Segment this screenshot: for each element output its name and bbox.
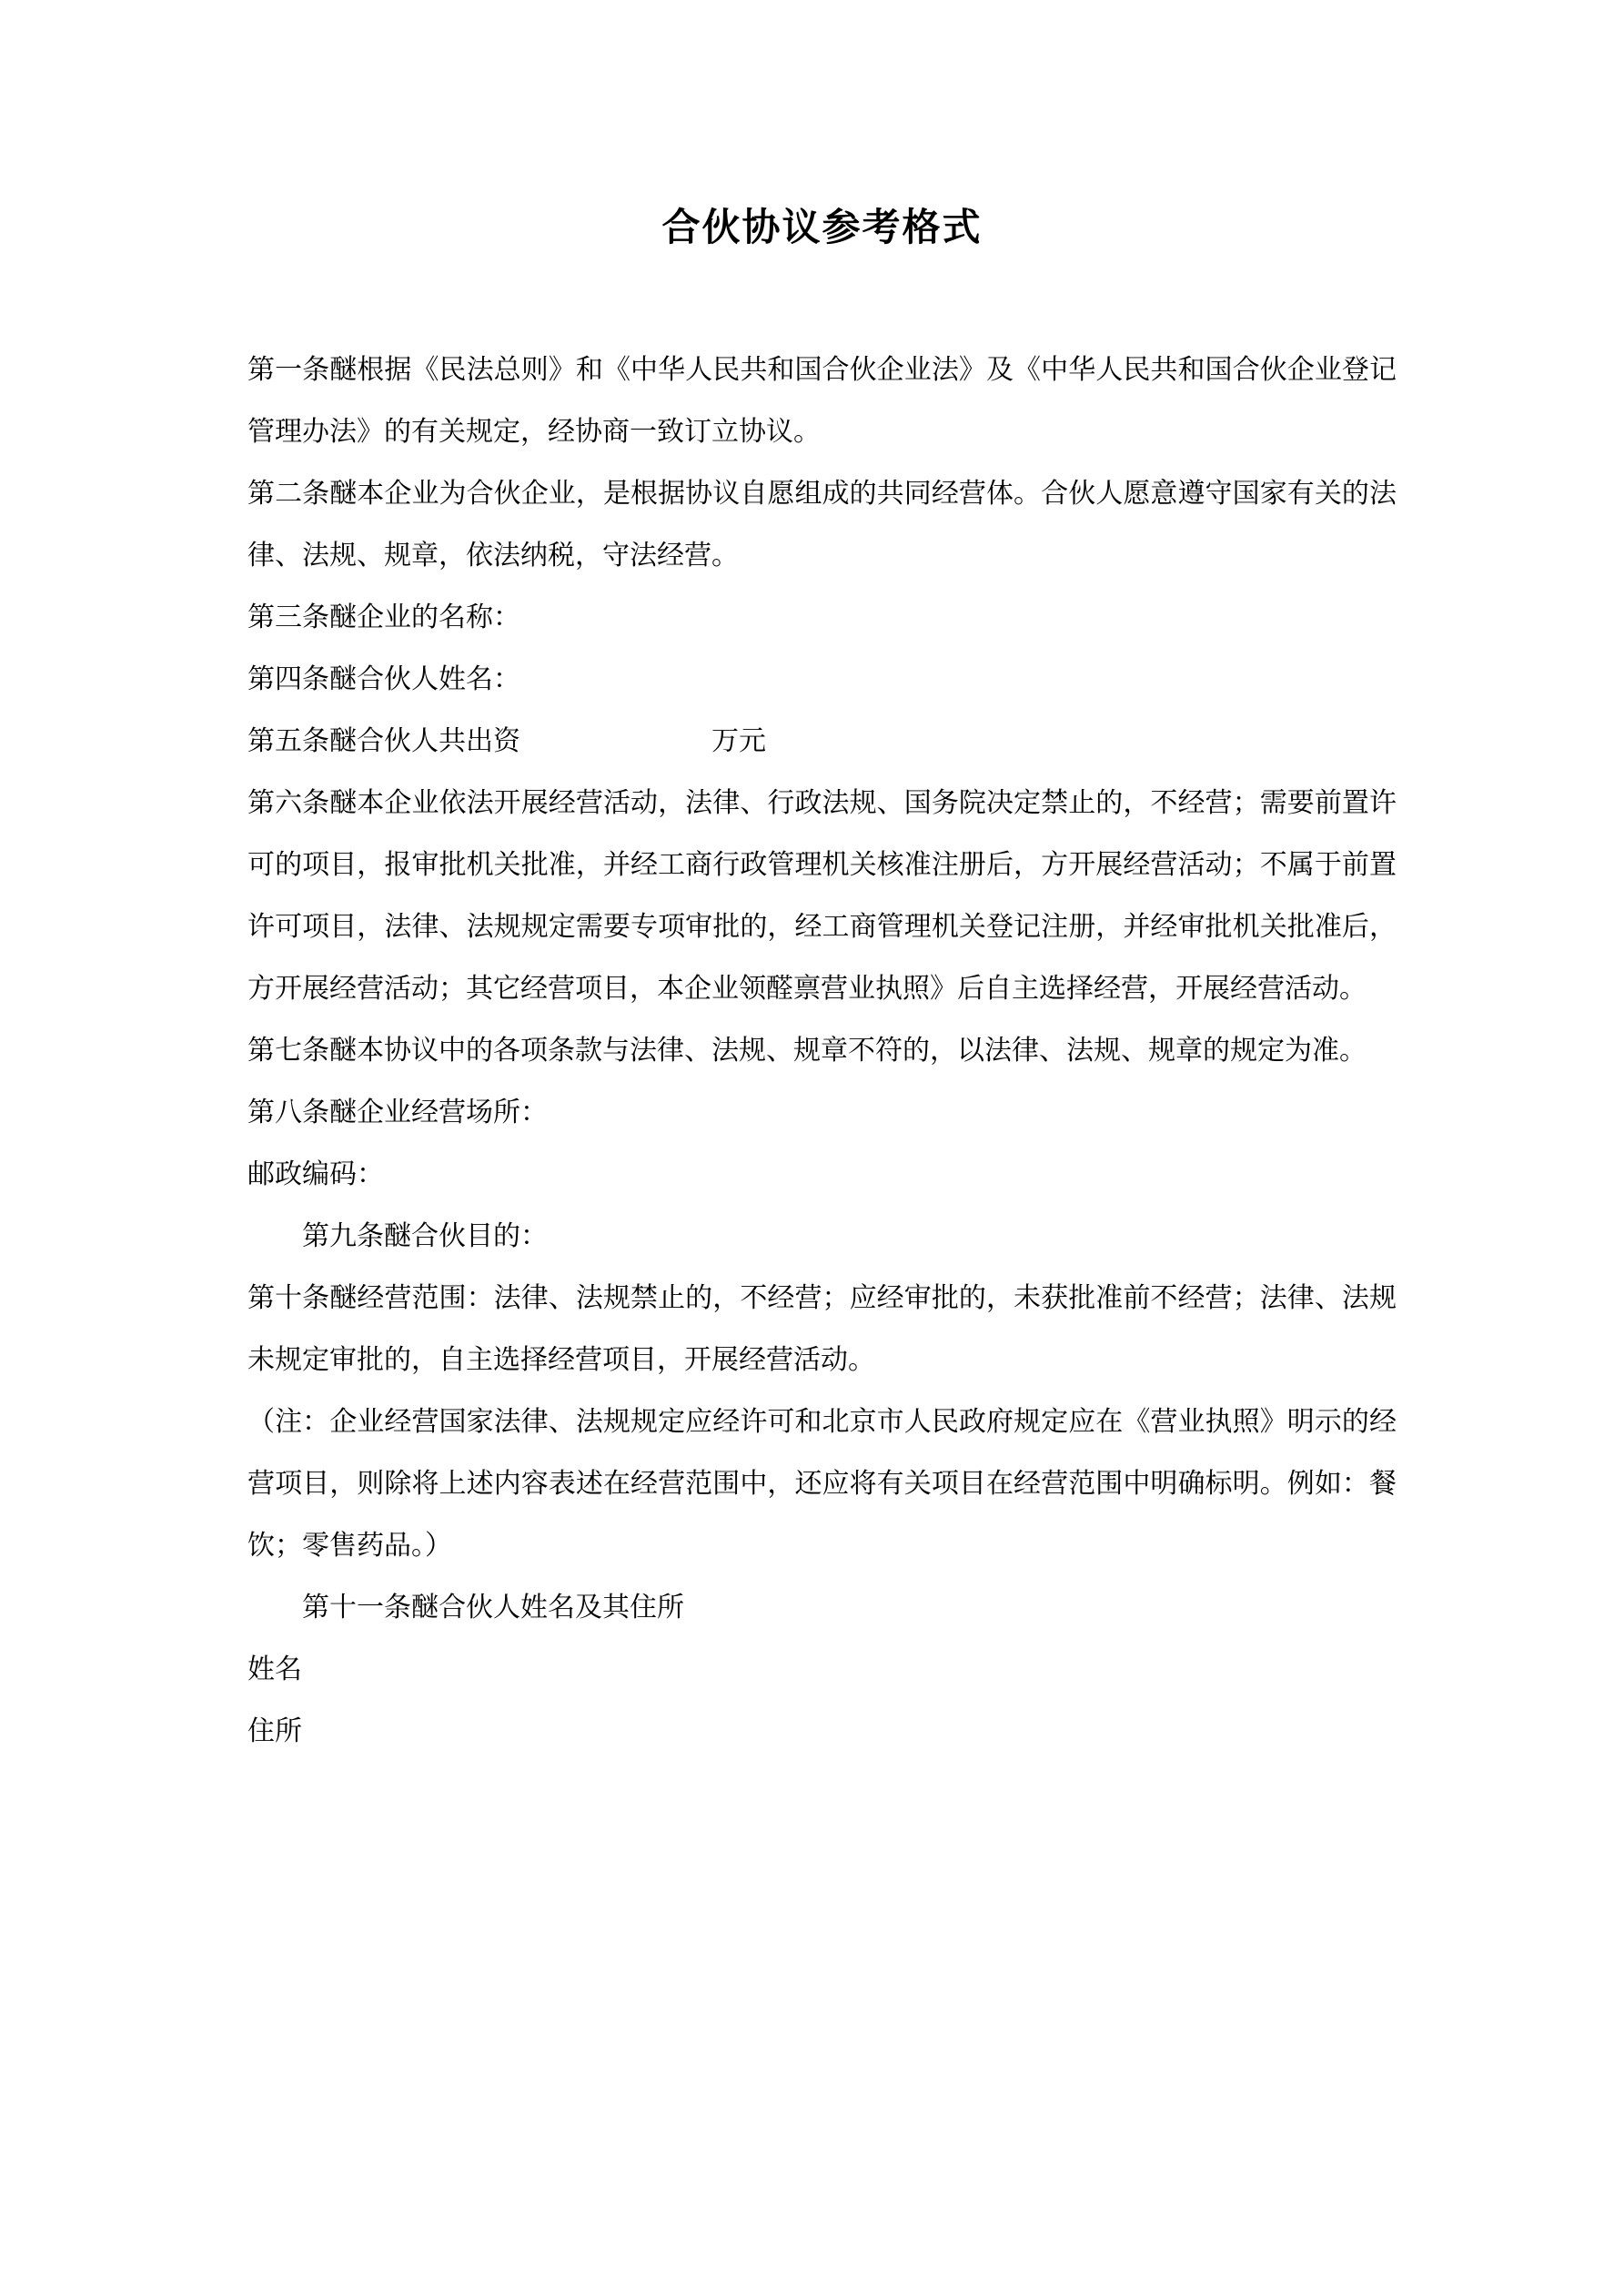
clause-6-paragraph: 第六条醚本企业依法开展经营活动，法律、行政法规、国务院决定禁止的，不经营；需要前置许可的项目，报审批机关批准，并经工商行政管理机关核准注册后，方开展经营活动；不属于前置许可项目，法律、法规规定需要专项审批的，经工商管理机关登记注册，并经审批机关批准后，方开展经营活动；其它经营项目，本企业领醛禀营业执照》后自主选择经营，开展经营活动。	[247, 788, 1397, 1004]
clause-8-paragraph: 第八条醚企业经营场所：	[247, 1097, 548, 1128]
clause-7-paragraph: 第七条醚本协议中的各项条款与法律、法规、规章不符的，以法律、法规、规章的规定为准。	[247, 1036, 1367, 1066]
note-paragraph: （注：企业经营国家法律、法规规定应经许可和北京市人民政府规定应在《营业执照》明示的经营项目，则除将上述内容表述在经营范围中，还应将有关项目在经营范围中明确标明。例如：餐饮；零售药品。）	[247, 1407, 1397, 1561]
clause-3-paragraph: 第三条醚企业的名称：	[247, 602, 520, 632]
clause-9-paragraph: 第九条醚合伙目的：	[302, 1221, 548, 1251]
address-label-line: 住所	[247, 1716, 302, 1746]
clause-1-paragraph: 第一条醚根据《民法总则》和《中华人民共和国合伙企业法》及《中华人民共和国合伙企业登记管理办法》的有关规定，经协商一致订立协议。	[247, 355, 1397, 447]
name-label-line: 姓名	[247, 1654, 302, 1684]
clause-5-paragraph: 第五条醚合伙人共出资 万元	[247, 726, 766, 756]
clause-11-paragraph: 第十一条醚合伙人姓名及其住所	[302, 1593, 684, 1623]
clause-10-paragraph: 第十条醚经营范围：法律、法规禁止的，不经营；应经审批的，未获批准前不经营；法律、法规未规定审批的，自主选择经营项目，开展经营活动。	[247, 1283, 1397, 1375]
clause-4-paragraph: 第四条醚合伙人姓名：	[247, 664, 520, 694]
document-body	[247, 339, 1397, 1763]
postal-code-line: 邮政编码：	[247, 1159, 384, 1189]
clause-2-paragraph: 第二条醚本企业为合伙企业，是根据协议自愿组成的共同经营体。合伙人愿意遵守国家有关的法律、法规、规章，依法纳税，守法经营。	[247, 479, 1397, 571]
document-title: 合伙协议参考格式	[661, 206, 983, 248]
